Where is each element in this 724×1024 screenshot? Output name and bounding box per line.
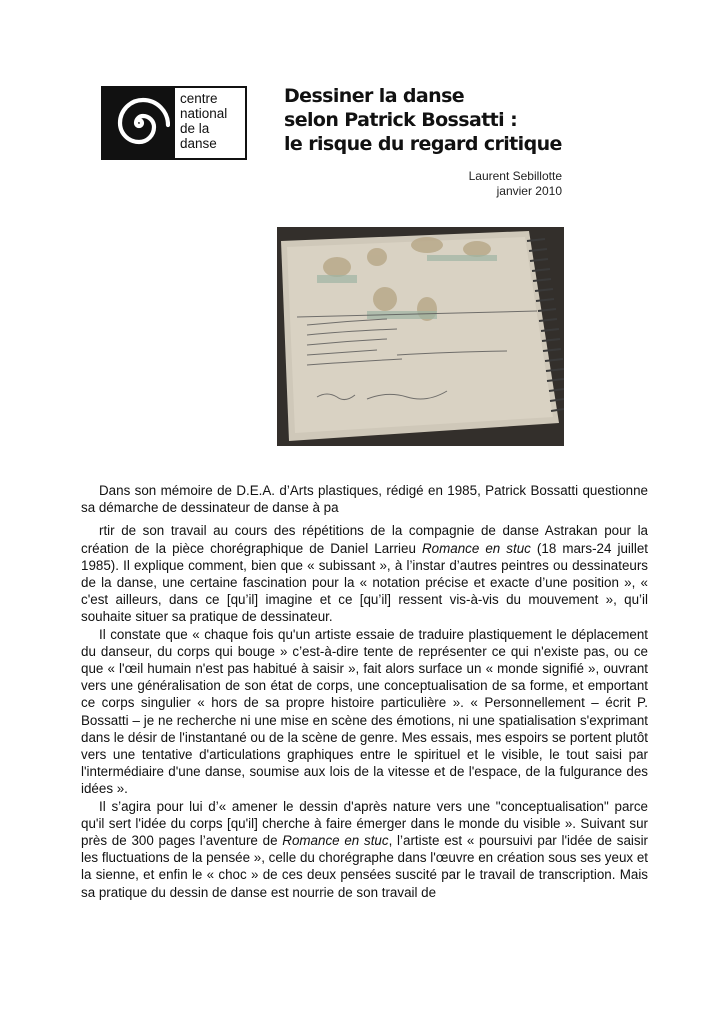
logo-wordmark bbox=[175, 88, 227, 158]
spiral-logo-icon bbox=[103, 88, 175, 158]
title-line: selon Patrick Bossatti : bbox=[284, 109, 518, 131]
logo-line: centre bbox=[180, 91, 218, 106]
logo-line: de la bbox=[180, 121, 210, 136]
work-title: Romance en stuc bbox=[282, 833, 389, 849]
logo-line: national bbox=[180, 106, 228, 121]
byline bbox=[469, 169, 562, 199]
document-date: janvier 2010 bbox=[496, 184, 562, 198]
paragraph-text: Il constate que « chaque fois qu'un artiste essaie de traduire plastiquement le déplacement du danseur, du corps qui bouge » c’est-à-dire tente de représenter ce qui n'existe pas, ou ce que « l'œil humain n'est pas habitué à saisir », fait alors surface un « monde signifié », ouvrant vers une généralisation de son état de corps, une conceptualisation de sa forme, et emportant ce corps singulier « hors de sa propre histoire particulière ». « Personnellement – écrit P. Bossatti – je ne recherche ni une mise en scène des émotions, ni une spatialisation s'exprimant dans le désir de l'instantané ou de la scène de genre. Mes essais, mes espoirs se portent plutôt vers une tentative d'articulations graphiques entre le spirituel et le visible, le tout saisi par l'intermédiaire d'une danse, soumise aux lois de la vitesse et de l'espace, de la fulgurance des idées ». bbox=[81, 626, 648, 797]
sketchbook-drawing-icon bbox=[277, 227, 564, 446]
paragraph-text: , l’artiste est « poursuivi par l'idée de saisir les fluctuations de la pensée », celle du chorégraphe dans l'œuvre en création sous ses yeux et la sienne, et enfin le « choc » de ces deux pensées suscité par le travail de transcription. Mais sa pratique du dessin de danse est nourrie de son travail de bbox=[81, 833, 648, 900]
logo-line: danse bbox=[180, 136, 217, 151]
cnd-logo bbox=[101, 86, 247, 160]
title-line: le risque du regard critique bbox=[284, 133, 562, 155]
paragraph bbox=[81, 482, 648, 516]
paragraph-text: Dans son mémoire de D.E.A. d’Arts plastiques, rédigé en 1985, Patrick Bossatti questionne sa démarche de dessinateur de danse à pa bbox=[81, 483, 648, 516]
article-body bbox=[81, 482, 648, 901]
author-name: Laurent Sebillotte bbox=[468, 169, 562, 183]
paragraph bbox=[81, 626, 648, 798]
paragraph bbox=[81, 798, 648, 901]
sketchbook-photo bbox=[277, 227, 564, 446]
paragraph-text: Il s’agira pour lui d’« amener le dessin d'après nature vers une "conceptualisation" parce qu'il sert l'idée du corps [qu'il] cherche à faire émerger dans le monde du visible ». Suivant sur près de 300 pages l’aventure de bbox=[81, 798, 648, 849]
paragraph-text: (18 mars-24 juillet 1985). Il explique comment, bien que « subissant », à l’instar d’autres peintres ou dessinateurs de la danse, une certaine fascination pour la « notation précise et exacte d’une position », « c'est ailleurs, dans ce [qu’il] imagine et ce [qu’il] ressent vis-à-vis du mouvement », qu’il souhaite situer sa pratique de dessinateur. bbox=[81, 540, 648, 625]
paragraph-text: rtir de son travail au cours des répétitions de la compagnie de danse Astrakan pour la création de la pièce chorégraphique de Daniel Larrieu bbox=[81, 523, 648, 556]
document-title bbox=[284, 84, 562, 156]
paragraph bbox=[81, 522, 648, 625]
title-line: Dessiner la danse bbox=[284, 85, 465, 107]
work-title: Romance en stuc bbox=[421, 540, 531, 556]
